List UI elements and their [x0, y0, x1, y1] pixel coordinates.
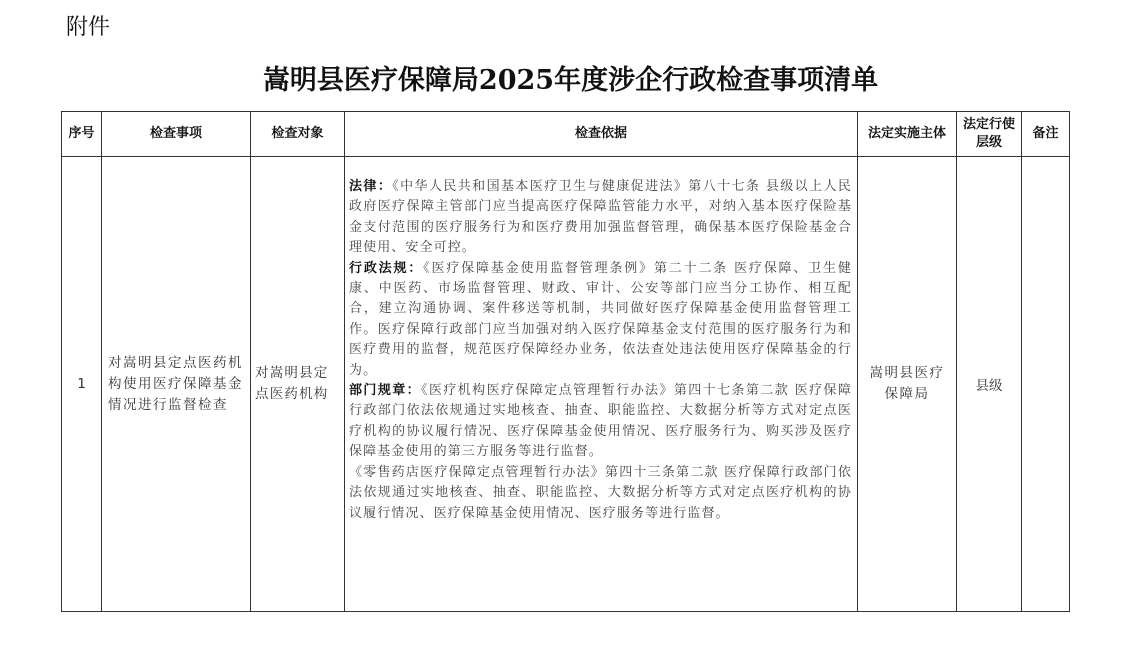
basis-rule-label: 部门规章： — [349, 383, 422, 399]
header-org: 法定实施主体 — [858, 112, 957, 157]
table-header-row — [62, 112, 1070, 157]
header-remark: 备注 — [1022, 112, 1070, 157]
basis-regulation-text: 《医疗保障基金使用监督管理条例》第二十二条 医疗保障、卫生健康、中医药、市场监督管理、财政、审计、公安等部门应当分工协作、相互配合，建立沟通协调、案件移送等机制，共同做好医疗保障基金使用监督管理工作。医疗保障行政部门应当加强对纳入医疗保障基金支付范围的医疗服务行为和医疗费用的监督，规范医疗保障经办业务，依法查处违法使用医疗保障基金的行为。 — [349, 260, 852, 378]
cell-basis — [345, 157, 858, 612]
attachment-label: 附件 — [66, 15, 111, 40]
cell-seq: 1 — [62, 157, 102, 612]
basis-rule-2 — [349, 463, 852, 524]
basis-law-text: 《中华人民共和国基本医疗卫生与健康促进法》第八十七条 县级以上人民政府医疗保障主管部门应当提高医疗保障监管能力水平，对纳入基本医疗保险基金支付范围的医疗服务行为和医疗费用加强监督管理，确保基本医疗保险基金合理使用、安全可控。 — [349, 179, 852, 256]
header-object: 检查对象 — [251, 112, 345, 157]
basis-rule-2-text: 《零售药店医疗保障定点管理暂行办法》第四十三条第二款 医疗保障行政部门依法依规通过实地核查、抽查、职能监控、大数据分析等方式对定点医疗机构的协议履行情况、医疗保障基金使用情况、医疗服务等进行监督。 — [349, 464, 852, 521]
cell-level: 县级 — [957, 157, 1022, 612]
header-basis: 检查依据 — [345, 112, 858, 157]
basis-law — [349, 177, 852, 259]
cell-org: 嵩明县医疗保障局 — [858, 157, 957, 612]
cell-remark — [1022, 157, 1070, 612]
page-title: 嵩明县医疗保障局2025年度涉企行政检查事项清单 — [262, 65, 879, 96]
basis-rule — [349, 381, 852, 463]
basis-rule-text: 《医疗机构医疗保障定点管理暂行办法》第四十七条第二款 医疗保障行政部门依法依规通过实地核查、抽查、职能监控、大数据分析等方式对定点医疗机构的协议履行情况、医疗保障基金使用情况、医疗服务行为、购买涉及医疗保障基金使用的第三方服务等进行监督。 — [349, 383, 852, 460]
basis-regulation-label: 行政法规： — [349, 260, 424, 276]
basis-regulation — [349, 259, 852, 381]
header-level: 法定行使层级 — [957, 112, 1022, 157]
header-item: 检查事项 — [102, 112, 251, 157]
table-row — [62, 157, 1070, 612]
inspection-table — [61, 111, 1070, 612]
cell-object: 对嵩明县定点医药机构 — [251, 157, 345, 612]
header-seq: 序号 — [62, 112, 102, 157]
cell-item: 对嵩明县定点医药机构使用医疗保障基金情况进行监督检查 — [102, 157, 251, 612]
basis-law-label: 法律： — [349, 179, 393, 194]
